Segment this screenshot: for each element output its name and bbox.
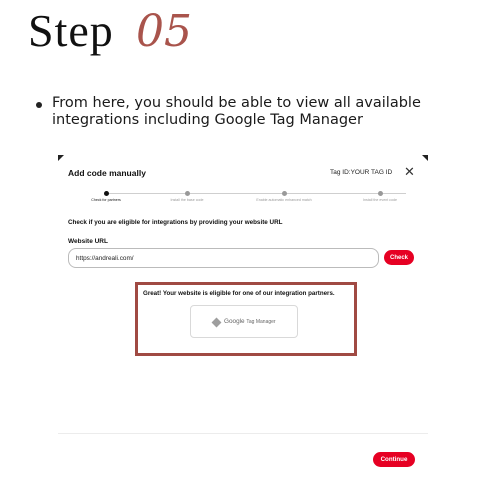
footer-divider	[58, 433, 428, 434]
step-label: Install the event code	[363, 198, 397, 202]
website-url-input[interactable]	[68, 248, 379, 268]
check-button[interactable]: Check	[384, 250, 414, 265]
step-dot-icon	[378, 191, 383, 196]
step-dot-icon	[104, 191, 109, 196]
step-dot-icon	[185, 191, 190, 196]
partner-product: Tag Manager	[246, 319, 276, 325]
stepper-line	[106, 193, 406, 194]
close-icon[interactable]: ✕	[404, 164, 415, 179]
step-number: 05	[136, 6, 192, 57]
step-dot-icon	[282, 191, 287, 196]
progress-stepper	[91, 192, 406, 206]
step-heading: Step	[28, 5, 114, 56]
instruction-text: From here, you should be able to view all available integrations including Google Tag Manager	[52, 95, 421, 128]
step-label: Install the base code	[170, 198, 204, 202]
google-tag-manager-icon	[212, 318, 222, 328]
google-tag-manager-card[interactable]	[190, 305, 298, 338]
website-url-label: Website URL	[68, 238, 108, 245]
tag-id-label: Tag ID:YOUR TAG ID	[330, 169, 393, 176]
partner-label	[224, 318, 276, 325]
eligibility-question: Check if you are eligible for integrations by providing your website URL	[68, 219, 283, 226]
partner-name: Google	[224, 318, 245, 325]
bullet-dot-icon	[36, 102, 42, 108]
continue-button[interactable]: Continue	[373, 452, 415, 467]
crop-corner-icon	[422, 155, 428, 161]
step-label: Check for partners	[91, 198, 121, 202]
step-label: Enable automatic enhanced match	[256, 198, 312, 202]
dialog-title: Add code manually	[68, 168, 146, 178]
eligibility-result-text: Great! Your website is eligible for one of our integration partners.	[143, 290, 335, 297]
crop-corner-icon	[58, 155, 64, 161]
instruction-bullet	[36, 95, 476, 129]
